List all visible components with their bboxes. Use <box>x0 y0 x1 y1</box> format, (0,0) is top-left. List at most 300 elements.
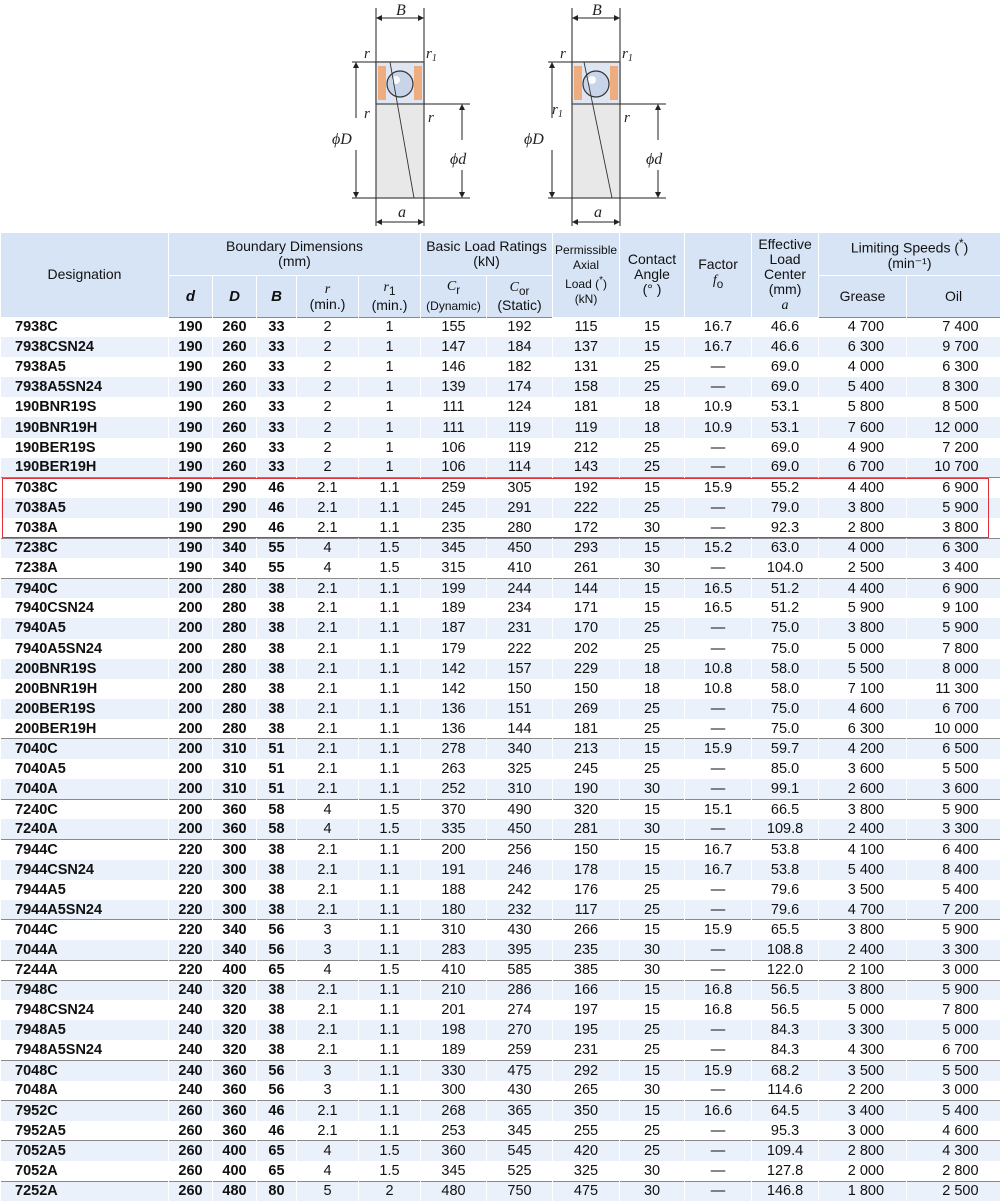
cell-r: 4 <box>297 558 359 578</box>
cell-cor: 430 <box>487 1081 553 1101</box>
cell-designation: 7238A <box>1 558 169 578</box>
cell-factor: 10.8 <box>685 679 752 699</box>
cell-r: 2 <box>297 397 359 417</box>
cell-oil-speed: 9 100 <box>907 598 1000 618</box>
cell-cr: 335 <box>421 819 487 839</box>
cell-cor: 150 <box>487 679 553 699</box>
cell-d: 240 <box>169 1060 213 1080</box>
cell-factor: 16.8 <box>685 980 752 1000</box>
cell-oil-speed: 3 300 <box>907 819 1000 839</box>
cell-oil-speed: 5 900 <box>907 498 1000 518</box>
cell-r1: 1 <box>359 357 421 377</box>
table-row <box>1 1081 1000 1101</box>
cell-oil-speed: 8 500 <box>907 397 1000 417</box>
cell-D: 280 <box>213 719 257 739</box>
cell-r1: 1.1 <box>359 618 421 638</box>
cell-d: 190 <box>169 438 213 458</box>
label-r-top: r <box>364 46 370 62</box>
cell-cr: 111 <box>421 417 487 437</box>
cell-contact-angle: 30 <box>620 558 685 578</box>
cell-r1: 1 <box>359 377 421 397</box>
cell-B: 51 <box>257 759 297 779</box>
cell-d: 220 <box>169 960 213 980</box>
cell-r1: 1.5 <box>359 799 421 819</box>
cell-r: 2.1 <box>297 759 359 779</box>
cell-r1: 1.5 <box>359 538 421 558</box>
table-row <box>1 458 1000 478</box>
cell-factor: — <box>685 618 752 638</box>
header-d: d <box>169 275 213 317</box>
cell-grease-speed: 1 800 <box>819 1181 907 1201</box>
cell-d: 200 <box>169 578 213 598</box>
cell-d: 220 <box>169 860 213 880</box>
cell-designation: 190BNR19H <box>1 417 169 437</box>
cell-cr: 345 <box>421 538 487 558</box>
cell-d: 200 <box>169 679 213 699</box>
header-D: D <box>213 275 257 317</box>
cell-designation: 7040A <box>1 779 169 799</box>
cell-grease-speed: 5 500 <box>819 659 907 679</box>
cell-axial-load: 269 <box>553 699 620 719</box>
cell-load-center: 75.0 <box>752 639 819 659</box>
cell-grease-speed: 4 900 <box>819 438 907 458</box>
cell-cor: 119 <box>487 417 553 437</box>
cell-cr: 315 <box>421 558 487 578</box>
cell-D: 260 <box>213 357 257 377</box>
cell-load-center: 122.0 <box>752 960 819 980</box>
table-row <box>1 1040 1000 1060</box>
cell-B: 38 <box>257 980 297 1000</box>
cell-oil-speed: 5 400 <box>907 1101 1000 1121</box>
cell-oil-speed: 5 400 <box>907 880 1000 900</box>
cell-d: 190 <box>169 458 213 478</box>
cell-B: 38 <box>257 679 297 699</box>
cell-D: 260 <box>213 337 257 357</box>
cell-contact-angle: 25 <box>620 438 685 458</box>
cell-grease-speed: 5 400 <box>819 377 907 397</box>
cell-D: 300 <box>213 900 257 920</box>
cell-axial-load: 350 <box>553 1101 620 1121</box>
cell-r: 2.1 <box>297 659 359 679</box>
table-row <box>1 1121 1000 1141</box>
cell-r: 2.1 <box>297 739 359 759</box>
cell-B: 46 <box>257 1121 297 1141</box>
cell-cr: 146 <box>421 357 487 377</box>
cell-cr: 180 <box>421 900 487 920</box>
cell-axial-load: 320 <box>553 799 620 819</box>
cell-factor: — <box>685 498 752 518</box>
bearing-diagram-right <box>516 0 676 233</box>
cell-factor: 15.9 <box>685 739 752 759</box>
cell-cor: 310 <box>487 779 553 799</box>
cell-contact-angle: 30 <box>620 779 685 799</box>
cell-r1: 1.1 <box>359 759 421 779</box>
cell-oil-speed: 4 600 <box>907 1121 1000 1141</box>
cell-oil-speed: 3 600 <box>907 779 1000 799</box>
cell-designation: 7944A5SN24 <box>1 900 169 920</box>
cell-d: 200 <box>169 598 213 618</box>
cell-r: 5 <box>297 1181 359 1201</box>
cell-r: 2 <box>297 438 359 458</box>
cell-cor: 430 <box>487 920 553 940</box>
cell-oil-speed: 7 800 <box>907 1000 1000 1020</box>
cell-cr: 189 <box>421 1040 487 1060</box>
cell-grease-speed: 3 800 <box>819 618 907 638</box>
cell-contact-angle: 25 <box>620 639 685 659</box>
cell-cor: 274 <box>487 1000 553 1020</box>
cell-D: 340 <box>213 538 257 558</box>
cell-r: 2.1 <box>297 1020 359 1040</box>
cell-designation: 7244A <box>1 960 169 980</box>
cell-load-center: 46.6 <box>752 317 819 337</box>
cell-r: 4 <box>297 819 359 839</box>
cell-cr: 268 <box>421 1101 487 1121</box>
cell-cr: 136 <box>421 719 487 739</box>
cell-designation: 7038A <box>1 518 169 538</box>
cell-d: 190 <box>169 478 213 498</box>
cell-oil-speed: 6 500 <box>907 739 1000 759</box>
cell-d: 190 <box>169 317 213 337</box>
table-row <box>1 438 1000 458</box>
cell-contact-angle: 15 <box>620 478 685 498</box>
cell-cr: 259 <box>421 478 487 498</box>
cell-oil-speed: 3 800 <box>907 518 1000 538</box>
cell-grease-speed: 5 000 <box>819 1000 907 1020</box>
cell-grease-speed: 6 300 <box>819 337 907 357</box>
cell-cor: 305 <box>487 478 553 498</box>
cell-cr: 360 <box>421 1141 487 1161</box>
cell-d: 190 <box>169 397 213 417</box>
cell-contact-angle: 25 <box>620 1020 685 1040</box>
cell-cr: 410 <box>421 960 487 980</box>
cell-axial-load: 131 <box>553 357 620 377</box>
cell-D: 360 <box>213 819 257 839</box>
cell-r: 2.1 <box>297 880 359 900</box>
cell-r: 3 <box>297 1081 359 1101</box>
cell-oil-speed: 6 900 <box>907 578 1000 598</box>
cell-r: 2 <box>297 417 359 437</box>
cell-oil-speed: 3 000 <box>907 960 1000 980</box>
cell-D: 260 <box>213 438 257 458</box>
cell-grease-speed: 2 400 <box>819 940 907 960</box>
cell-r1: 1 <box>359 417 421 437</box>
cell-d: 260 <box>169 1181 213 1201</box>
cell-factor: 10.9 <box>685 397 752 417</box>
cell-designation: 7938A5 <box>1 357 169 377</box>
cell-designation: 7948A5SN24 <box>1 1040 169 1060</box>
cell-r1: 1.1 <box>359 980 421 1000</box>
cell-load-center: 65.5 <box>752 920 819 940</box>
label-r1-top: $r_1$ <box>426 46 437 64</box>
cell-designation: 7048C <box>1 1060 169 1080</box>
cell-cr: 111 <box>421 397 487 417</box>
cell-axial-load: 235 <box>553 940 620 960</box>
table-row <box>1 860 1000 880</box>
cell-cor: 450 <box>487 819 553 839</box>
table-row <box>1 819 1000 839</box>
cell-r: 3 <box>297 1060 359 1080</box>
cell-D: 320 <box>213 1020 257 1040</box>
cell-axial-load: 229 <box>553 659 620 679</box>
cell-r1: 1.1 <box>359 1081 421 1101</box>
cell-r: 2.1 <box>297 598 359 618</box>
cell-designation: 7940C <box>1 578 169 598</box>
cell-contact-angle: 18 <box>620 679 685 699</box>
cell-grease-speed: 6 300 <box>819 719 907 739</box>
cell-oil-speed: 9 700 <box>907 337 1000 357</box>
cell-grease-speed: 3 800 <box>819 498 907 518</box>
cell-designation: 7940A5SN24 <box>1 639 169 659</box>
cell-cr: 480 <box>421 1181 487 1201</box>
cell-factor: — <box>685 699 752 719</box>
cell-r1: 1.1 <box>359 940 421 960</box>
cell-r: 2.1 <box>297 779 359 799</box>
cell-d: 240 <box>169 980 213 1000</box>
cell-axial-load: 212 <box>553 438 620 458</box>
cell-B: 55 <box>257 538 297 558</box>
cell-cor: 182 <box>487 357 553 377</box>
cell-designation: 7948CSN24 <box>1 1000 169 1020</box>
cell-designation: 200BNR19H <box>1 679 169 699</box>
table-row <box>1 719 1000 739</box>
table-row <box>1 598 1000 618</box>
cell-factor: — <box>685 1040 752 1060</box>
cell-d: 200 <box>169 659 213 679</box>
cell-D: 310 <box>213 739 257 759</box>
cell-r1: 1 <box>359 458 421 478</box>
cell-designation: 7048A <box>1 1081 169 1101</box>
cell-r1: 1.1 <box>359 699 421 719</box>
cell-designation: 7940CSN24 <box>1 598 169 618</box>
header-contact-angle: Contact Angle (° ) <box>620 233 685 317</box>
cell-grease-speed: 2 100 <box>819 960 907 980</box>
table-row <box>1 478 1000 498</box>
cell-cr: 189 <box>421 598 487 618</box>
cell-load-center: 69.0 <box>752 357 819 377</box>
cell-B: 38 <box>257 578 297 598</box>
cell-contact-angle: 25 <box>620 618 685 638</box>
cell-grease-speed: 7 100 <box>819 679 907 699</box>
cell-B: 38 <box>257 618 297 638</box>
cell-axial-load: 281 <box>553 819 620 839</box>
cell-grease-speed: 4 400 <box>819 478 907 498</box>
cell-cr: 142 <box>421 659 487 679</box>
cell-grease-speed: 4 000 <box>819 357 907 377</box>
cell-factor: 16.5 <box>685 578 752 598</box>
cell-factor: — <box>685 960 752 980</box>
cell-load-center: 64.5 <box>752 1101 819 1121</box>
cell-D: 290 <box>213 478 257 498</box>
cell-oil-speed: 7 200 <box>907 438 1000 458</box>
cell-factor: — <box>685 438 752 458</box>
cell-factor: 16.5 <box>685 598 752 618</box>
cell-load-center: 84.3 <box>752 1020 819 1040</box>
label-phiD-right: ϕD <box>524 131 544 148</box>
cell-axial-load: 213 <box>553 739 620 759</box>
cell-cor: 365 <box>487 1101 553 1121</box>
cell-d: 200 <box>169 618 213 638</box>
cell-cr: 263 <box>421 759 487 779</box>
table-row <box>1 1161 1000 1181</box>
table-row <box>1 1000 1000 1020</box>
cell-B: 33 <box>257 397 297 417</box>
cell-d: 190 <box>169 357 213 377</box>
cell-r: 2.1 <box>297 478 359 498</box>
cell-oil-speed: 12 000 <box>907 417 1000 437</box>
cell-contact-angle: 30 <box>620 940 685 960</box>
cell-r1: 1.1 <box>359 719 421 739</box>
cell-r1: 1.1 <box>359 578 421 598</box>
cell-cr: 310 <box>421 920 487 940</box>
cell-load-center: 109.4 <box>752 1141 819 1161</box>
bearing-spec-table <box>0 233 1000 1201</box>
cell-factor: 15.1 <box>685 799 752 819</box>
table-body <box>1 317 1000 1201</box>
cell-grease-speed: 3 800 <box>819 920 907 940</box>
cell-grease-speed: 2 500 <box>819 558 907 578</box>
cell-cr: 370 <box>421 799 487 819</box>
cell-contact-angle: 25 <box>620 458 685 478</box>
cell-load-center: 79.6 <box>752 900 819 920</box>
cell-factor: 16.7 <box>685 860 752 880</box>
cell-r: 2.1 <box>297 860 359 880</box>
cell-r1: 1.1 <box>359 920 421 940</box>
cell-load-center: 58.0 <box>752 679 819 699</box>
cell-axial-load: 115 <box>553 317 620 337</box>
cell-designation: 7944C <box>1 839 169 859</box>
cell-grease-speed: 3 600 <box>819 759 907 779</box>
cell-cor: 585 <box>487 960 553 980</box>
cell-r1: 1.5 <box>359 819 421 839</box>
cell-axial-load: 265 <box>553 1081 620 1101</box>
header-oil: Oil <box>907 275 1000 317</box>
cell-B: 38 <box>257 880 297 900</box>
cell-axial-load: 231 <box>553 1040 620 1060</box>
cell-axial-load: 245 <box>553 759 620 779</box>
cell-oil-speed: 5 500 <box>907 759 1000 779</box>
cell-grease-speed: 4 400 <box>819 578 907 598</box>
cell-B: 51 <box>257 739 297 759</box>
cell-contact-angle: 30 <box>620 518 685 538</box>
cell-D: 360 <box>213 1101 257 1121</box>
cell-cr: 155 <box>421 317 487 337</box>
cell-load-center: 53.8 <box>752 839 819 859</box>
cell-load-center: 75.0 <box>752 618 819 638</box>
cell-factor: — <box>685 1121 752 1141</box>
cell-load-center: 56.5 <box>752 1000 819 1020</box>
cell-cr: 147 <box>421 337 487 357</box>
cell-B: 38 <box>257 659 297 679</box>
cell-cor: 525 <box>487 1161 553 1181</box>
cell-factor: 16.8 <box>685 1000 752 1020</box>
cell-cr: 345 <box>421 1161 487 1181</box>
cell-contact-angle: 15 <box>620 317 685 337</box>
cell-cor: 256 <box>487 839 553 859</box>
cell-B: 55 <box>257 558 297 578</box>
cell-grease-speed: 4 600 <box>819 699 907 719</box>
cell-B: 33 <box>257 377 297 397</box>
cell-r: 2 <box>297 458 359 478</box>
cell-B: 51 <box>257 779 297 799</box>
cell-factor: 15.9 <box>685 1060 752 1080</box>
cell-contact-angle: 18 <box>620 417 685 437</box>
cell-d: 260 <box>169 1121 213 1141</box>
label-r-mid-left: r <box>364 106 370 122</box>
cell-r1: 1.1 <box>359 598 421 618</box>
cell-factor: 16.7 <box>685 839 752 859</box>
label-r-top-right: r <box>560 46 566 62</box>
cell-grease-speed: 3 800 <box>819 980 907 1000</box>
cell-load-center: 104.0 <box>752 558 819 578</box>
table-row <box>1 397 1000 417</box>
cell-d: 190 <box>169 417 213 437</box>
cell-cor: 545 <box>487 1141 553 1161</box>
table-row <box>1 1060 1000 1080</box>
cell-cr: 253 <box>421 1121 487 1141</box>
cell-factor: — <box>685 880 752 900</box>
cell-factor: — <box>685 759 752 779</box>
cell-B: 38 <box>257 639 297 659</box>
cell-D: 280 <box>213 659 257 679</box>
cell-d: 190 <box>169 538 213 558</box>
cell-D: 340 <box>213 940 257 960</box>
cell-D: 280 <box>213 699 257 719</box>
cell-cor: 291 <box>487 498 553 518</box>
cell-r: 2.1 <box>297 498 359 518</box>
cell-r: 2.1 <box>297 1000 359 1020</box>
cell-D: 400 <box>213 1161 257 1181</box>
cell-cor: 286 <box>487 980 553 1000</box>
cell-r1: 1 <box>359 317 421 337</box>
cell-cr: 136 <box>421 699 487 719</box>
cell-cr: 330 <box>421 1060 487 1080</box>
cell-designation: 7044A <box>1 940 169 960</box>
cell-factor: — <box>685 639 752 659</box>
cell-d: 190 <box>169 558 213 578</box>
cell-cr: 191 <box>421 860 487 880</box>
cell-factor: — <box>685 900 752 920</box>
cell-contact-angle: 15 <box>620 980 685 1000</box>
cell-designation: 7252A <box>1 1181 169 1201</box>
table-row <box>1 659 1000 679</box>
cell-cr: 188 <box>421 880 487 900</box>
label-r1-mid-left: $r_1$ <box>552 102 563 120</box>
cell-grease-speed: 3 300 <box>819 1020 907 1040</box>
cell-r1: 1.1 <box>359 518 421 538</box>
cell-designation: 7948A5 <box>1 1020 169 1040</box>
cell-oil-speed: 5 900 <box>907 920 1000 940</box>
cell-contact-angle: 15 <box>620 598 685 618</box>
cell-B: 33 <box>257 317 297 337</box>
cell-r1: 1.1 <box>359 639 421 659</box>
header-limiting-speeds: Limiting Speeds (*) (min⁻¹) <box>819 233 1000 275</box>
cell-r: 2.1 <box>297 639 359 659</box>
cell-r1: 1.1 <box>359 880 421 900</box>
cell-r: 2 <box>297 357 359 377</box>
cell-axial-load: 176 <box>553 880 620 900</box>
cell-d: 240 <box>169 1020 213 1040</box>
cell-oil-speed: 3 300 <box>907 940 1000 960</box>
cell-load-center: 69.0 <box>752 438 819 458</box>
cell-r: 3 <box>297 920 359 940</box>
cell-d: 200 <box>169 779 213 799</box>
table-row <box>1 558 1000 578</box>
cell-axial-load: 293 <box>553 538 620 558</box>
cell-grease-speed: 6 700 <box>819 458 907 478</box>
cell-cor: 151 <box>487 699 553 719</box>
cell-load-center: 75.0 <box>752 699 819 719</box>
cell-D: 360 <box>213 1060 257 1080</box>
